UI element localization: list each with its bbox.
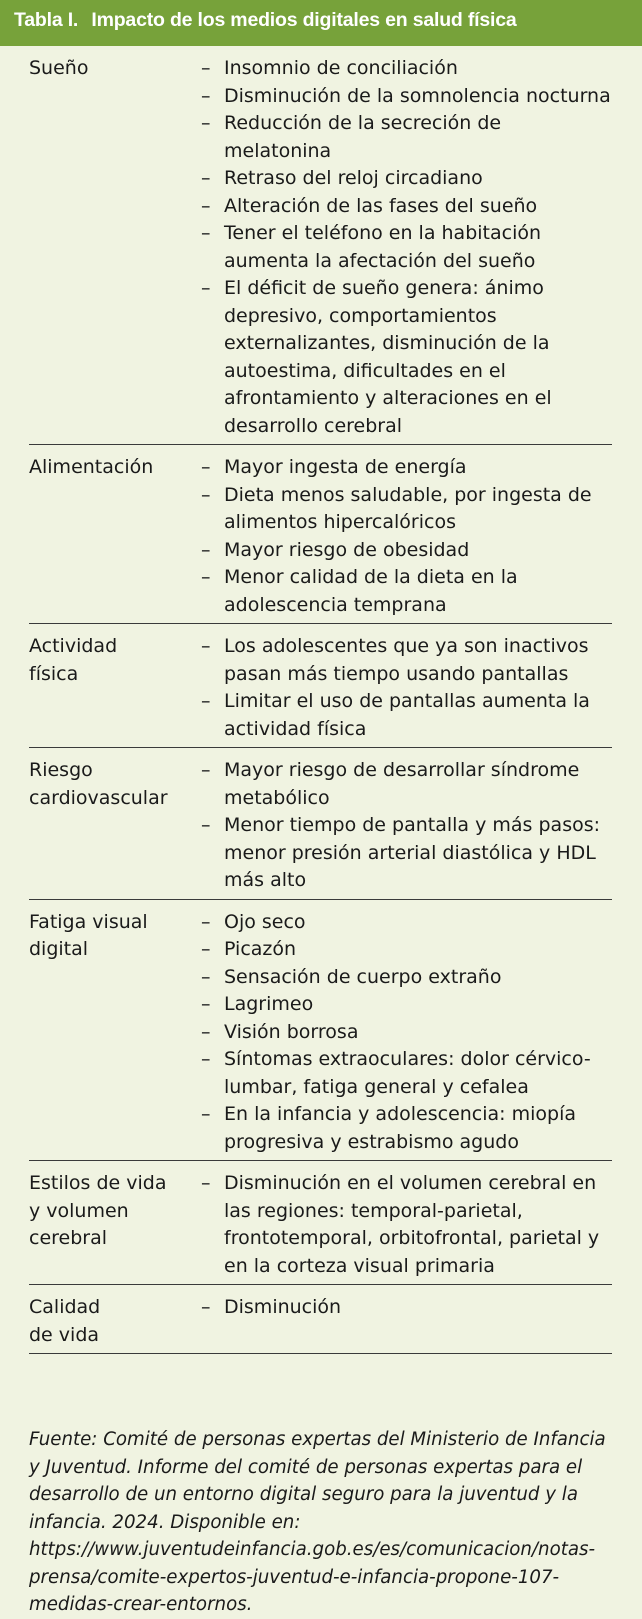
list-item: – Limitar el uso de pantallas aumenta la actividad física bbox=[201, 688, 612, 743]
list-item: – Alteración de las fases del sueño bbox=[201, 193, 612, 221]
row-category: Actividad física bbox=[29, 635, 118, 685]
row-items bbox=[201, 633, 612, 743]
list-item: – Visión borrosa bbox=[201, 1019, 612, 1047]
list-item: – Disminución de la somnolencia nocturna bbox=[201, 83, 612, 111]
table-row bbox=[29, 55, 612, 445]
table-row bbox=[29, 1294, 612, 1354]
row-items bbox=[201, 909, 612, 1157]
list-item: – Dieta menos saludable, por ingesta de alimentos hipercalóricos bbox=[201, 482, 612, 537]
list-item: – Tener el teléfono en la habitación aumenta la afectación del sueño bbox=[201, 220, 612, 275]
list-item: – Menor calidad de la dieta en la adolescencia temprana bbox=[201, 564, 612, 619]
list-item: – Insomnio de conciliación bbox=[201, 55, 612, 83]
list-item: – Síntomas extraoculares: dolor cérvico-lumbar, fatiga general y cefalea bbox=[201, 1046, 612, 1101]
table-row bbox=[29, 757, 612, 900]
list-item: – Disminución bbox=[201, 1294, 612, 1322]
list-item: – Mayor riesgo de desarrollar síndrome metabólico bbox=[201, 757, 612, 812]
list-item: – Disminución en el volumen cerebral en las regiones: temporal-parietal, frontotemporal, orbitofrontal, parietal y en la corteza visual primaria bbox=[201, 1170, 612, 1280]
list-item: – Mayor ingesta de energía bbox=[201, 454, 612, 482]
list-item: – Lagrimeo bbox=[201, 991, 612, 1019]
row-items bbox=[201, 1170, 612, 1280]
table-header bbox=[0, 0, 642, 46]
table-title: Impacto de los medios digitales en salud física bbox=[91, 9, 517, 31]
table-row bbox=[29, 1170, 612, 1285]
row-items bbox=[201, 1294, 612, 1349]
impact-table bbox=[29, 55, 612, 1363]
list-item: – Los adolescentes que ya son inactivos pasan más tiempo usando pantallas bbox=[201, 633, 612, 688]
row-items bbox=[201, 454, 612, 619]
table-label: Tabla I. bbox=[14, 9, 79, 31]
row-category: Estilos de vida y volumen cerebral bbox=[29, 1172, 167, 1249]
table-row bbox=[29, 633, 612, 748]
list-item: – Ojo seco bbox=[201, 909, 612, 937]
source-note: Fuente: Comité de personas expertas del Ministerio de Infancia y Juventud. Informe del comité de personas expertas para el desarrollo de un entorno digital seguro para la juventud y la infancia. 2024. Disponible en: https://www.juventudeinfancia.gob.es/es/comunicacion/notas-prensa/comite-expertos-juventud-e-infancia-propone-107-medidas-crear-entornos. bbox=[29, 1429, 606, 1615]
row-category: Riesgo cardiovascular bbox=[29, 759, 168, 809]
row-items bbox=[201, 55, 612, 440]
table-row bbox=[29, 909, 612, 1162]
row-category: Calidad de vida bbox=[29, 1296, 101, 1346]
table-row bbox=[29, 454, 612, 624]
list-item: – Reducción de la secreción de melatonina bbox=[201, 110, 612, 165]
list-item: – En la infancia y adolescencia: miopía progresiva y estrabismo agudo bbox=[201, 1101, 612, 1156]
list-item: – Picazón bbox=[201, 936, 612, 964]
row-items bbox=[201, 757, 612, 895]
list-item: – Sensación de cuerpo extraño bbox=[201, 964, 612, 992]
row-category: Alimentación bbox=[29, 456, 154, 478]
row-category: Sueño bbox=[29, 57, 89, 79]
row-category: Fatiga visual digital bbox=[29, 910, 148, 960]
list-item: – Menor tiempo de pantalla y más pasos: menor presión arterial diastólica y HDL más alto bbox=[201, 812, 612, 895]
list-item: – El déficit de sueño genera: ánimo depresivo, comportamientos externalizantes, disminución de la autoestima, dificultades en el afrontamiento y alteraciones en el desarrollo cerebral bbox=[201, 275, 612, 440]
list-item: – Retraso del reloj circadiano bbox=[201, 165, 612, 193]
list-item: – Mayor riesgo de obesidad bbox=[201, 537, 612, 565]
